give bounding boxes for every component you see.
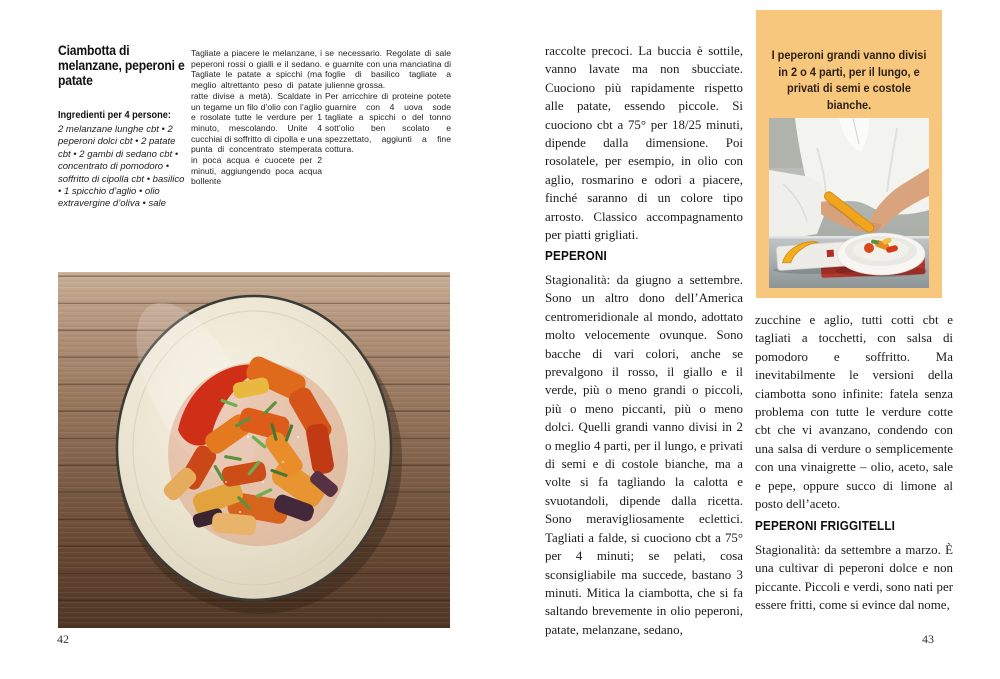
ciambotta-dish-photo [58,272,450,628]
body-paragraph: zucchine e aglio, tutti cotti cbt e tagliati a tocchetti, con salsa di pomodoro e soffritto. Ma inevitabilmente le versioni della ciambotta sono infinite: fatela senza problema con tutte le verdure cotte cbt che vi avanzano, condendo con una salsa di verdure o semplicemente con una vinaigrette – olio, aceto, sale e pepe, oppure succo di limone al posto dell’aceto. [755,313,953,512]
method-paragraph: Tagliate a piacere le melanzane, i peperoni rossi o gialli e il sedano. Tagliate le patate a spicchi (ma meglio altrettanto peso di patate ratte divise a metà). Scaldate in un tegame un filo d’olio con l’aglio e rosolate tutte le verdure per 1 minuto, mescolando. Unite 4 cucchiai di soffritto di cipolla e una punta di concentrato stemperata in poca acqua e cuocete per 2 minuti, aggiungendo poca acqua bollente [191,48,322,187]
method-paragraph: Per arricchire di proteine potete guarnire con 4 uova sode tagliate a spicchi o del tonno sott’olio ben scolato e spezzettato, aggiunti a fine cottura. [325,90,451,155]
intro-continuation-paragraph [545,42,743,244]
right-page-number: 43 [922,632,934,646]
peperoni-friggitelli-text [755,541,953,615]
body-paragraph: Stagionalità: da giugno a settembre. Sono un altro dono dell’America centromeridionale al mondo, adottato molto velocemente ovunque. Sono bacche di vari colori, anche se prevalgono il rosso, il giallo e il verde, più o meno grandi o piccoli, più o meno piccanti, più o meno dolci. Quelli grandi vanno divisi in 2 o meglio 4 parti, per il lungo, e privati di semi e di costole bianche, ma a volte si fa tagliando la calotta e svuotandoli, dipende dalla ricetta. Sono meravigliosamente eclettici. Tagliati a falde, si cuociono cbt a 75° per 4 minuti; se pelati, cosa sconsigliabile ma succede, bastano 3 minuti. Mitica la ciambotta, che si fa saltando brevemente in olio peperoni, patate, melanzane, sedano, [545,273,743,637]
section-heading-peperoni-friggitelli: PEPERONI FRIGGITELLI [755,518,896,533]
peperoni-text-column-2 [755,311,953,513]
recipe-title: Ciambotta di melanzane, peperoni e patate [58,43,185,88]
peperoni-text-column-1 [545,271,743,639]
body-paragraph: Stagionalità: da settembre a marzo. È una cultivar di peperoni dolce e non piccante. Piccoli e verdi, sono nati per essere fritti, come si evince dal nome, [755,543,953,613]
method-paragraph: se necessario. Regolate di sale e guarnite con una manciatina di foglie di basilico tagliate a julienne grossa. [325,48,451,91]
chef-illustration [769,118,929,288]
dish-illustration [58,272,450,628]
body-paragraph: raccolte precoci. La buccia è sottile, vanno lavate ma non sbucciate. Cuociono più rapidamente rispetto alle patate, essendo piccole. Si cuociono cbt a 75° per 18/25 minuti, dipende dalla dimensione. Poi rosolatele, per esempio, in olio con aglio, rosmarino e odori a piacere, finché saranno di un colore tipo arrosto. Classico accompagnamento per piatti grigliati. [545,44,743,243]
method-column-1 [191,48,322,187]
photo-caption-box [756,10,942,298]
chef-peppers-photo [769,118,929,288]
ingredients-heading: Ingredienti per 4 persone: [58,110,171,121]
photo-caption: I peperoni grandi vanno divisi in 2 o 4 parti, per il lungo, e privati di semi e costole bianche. [771,50,927,112]
section-heading-peperoni: PEPERONI [545,248,607,263]
ingredients-list: 2 melanzane lunghe cbt • 2 peperoni dolci cbt • 2 patate cbt • 2 gambi di sedano cbt • concentrato di pomodoro • soffritto di cipolla cbt • basilico • 1 spicchio d’aglio • olio extravergine d’oliva • sale [58,124,185,210]
method-column-2 [325,48,451,155]
left-page-number: 42 [57,632,69,646]
